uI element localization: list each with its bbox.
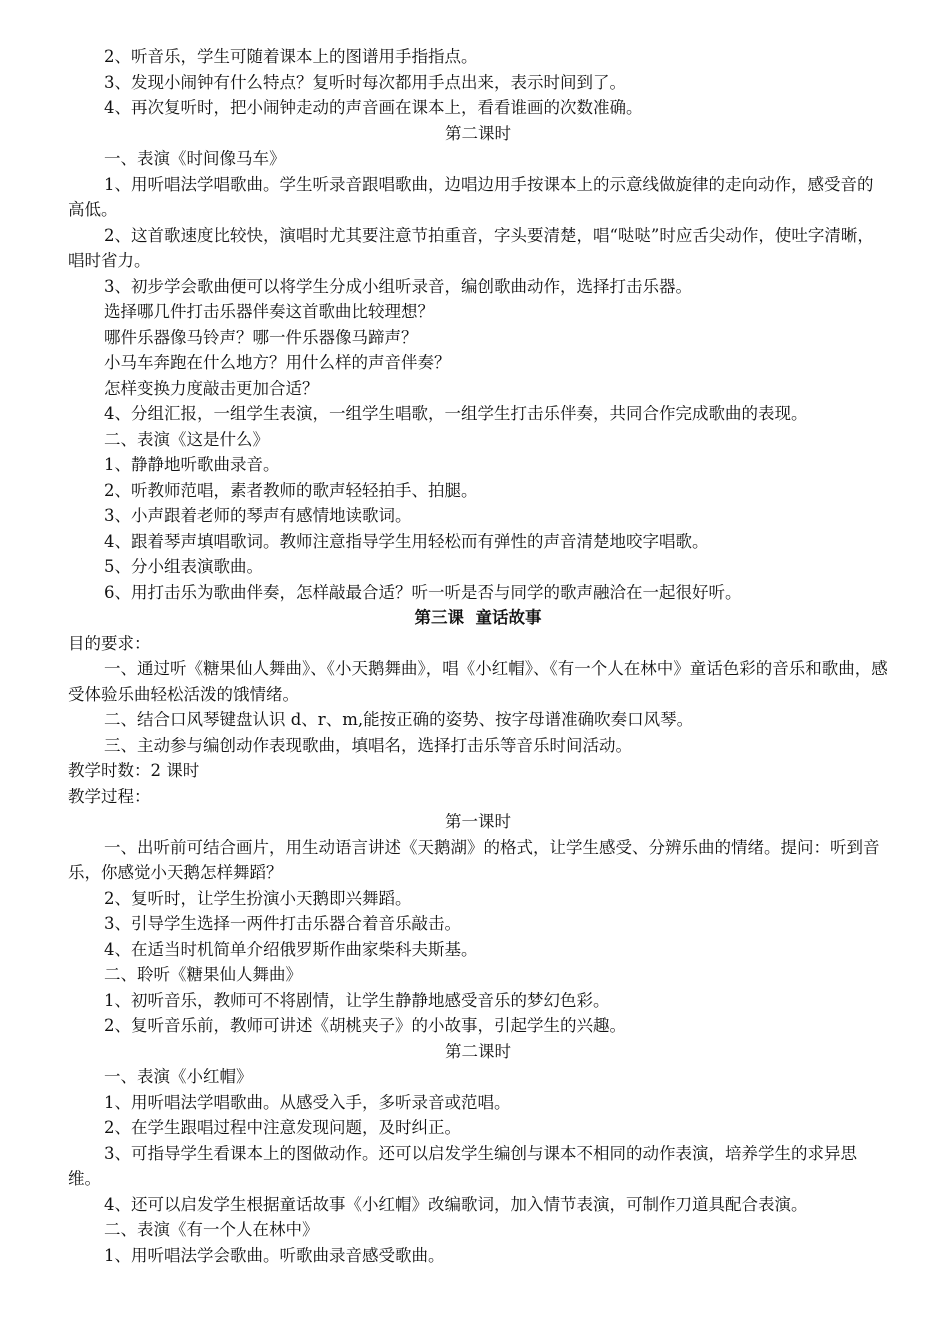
paragraph: 1、初听音乐，教师可不将剧情，让学生静静地感受音乐的梦幻色彩。 (104, 990, 610, 1010)
paragraph: 教学时数：2 课时 (68, 761, 200, 780)
paragraph: 一、表演《小红帽》 (104, 1067, 253, 1086)
paragraph: 2、在学生跟唱过程中注意发现问题，及时纠正。 (104, 1118, 461, 1137)
section-subtitle: 第一课时 (445, 812, 511, 831)
paragraph: 1、用听唱法学会歌曲。听歌曲录音感受歌曲。 (104, 1245, 445, 1265)
paragraph: 2、复听时，让学生扮演小天鹅即兴舞蹈。 (104, 888, 412, 908)
paragraph: 选择哪几件打击乐器伴奏这首歌曲比较理想？ (104, 302, 434, 321)
paragraph: 怎样变换力度敲击更加合适？ (104, 378, 319, 398)
paragraph: 3、可指导学生看课本上的图做动作。还可以启发学生编创与课本不相同的动作表演，培养学生的求异思维。 (68, 1143, 857, 1188)
paragraph: 4、还可以启发学生根据童话故事《小红帽》改编歌词，加入情节表演，可制作刀道具配合表演。 (104, 1194, 808, 1214)
paragraph: 2、听音乐，学生可随着课本上的图谱用手指指点。 (104, 47, 478, 66)
paragraph: 二、表演《有一个人在林中》 (104, 1220, 319, 1239)
paragraph: 三、主动参与编创动作表现歌曲，填唱名，选择打击乐等音乐时间活动。 (104, 735, 632, 755)
document-page (68, 44, 888, 1268)
paragraph: 一、出听前可结合画片，用生动语言讲述《天鹅湖》的格式，让学生感受、分辨乐曲的情绪。提问：听到音乐，你感觉小天鹅怎样舞蹈？ (68, 837, 880, 882)
paragraph: 5、分小组表演歌曲。 (104, 557, 263, 576)
paragraph: 目的要求： (68, 633, 151, 653)
paragraph: 3、发现小闹钟有什么特点？复听时每次都用手点出来，表示时间到了。 (104, 72, 626, 92)
paragraph: 4、分组汇报，一组学生表演，一组学生唱歌，一组学生打击乐伴奏，共同合作完成歌曲的表现。 (104, 404, 808, 423)
paragraph: 哪件乐器像马铃声？哪一件乐器像马蹄声？ (104, 327, 418, 347)
paragraph: 二、结合口风琴键盘认识 d、r、m,能按正确的姿势、按字母谱准确吹奏口风琴。 (104, 710, 694, 729)
paragraph: 1、用听唱法学唱歌曲。学生听录音跟唱歌曲，边唱边用手按课本上的示意线做旋律的走向动作，感受音的高低。 (68, 174, 874, 219)
paragraph: 二、表演《这是什么》 (104, 429, 269, 449)
paragraph: 2、这首歌速度比较快，演唱时尤其要注意节拍重音，字头要清楚，唱“哒哒”时应舌尖动作，使吐字清晰，唱时省力。 (68, 225, 874, 270)
paragraph: 6、用打击乐为歌曲伴奏，怎样敲最合适？听一听是否与同学的歌声融洽在一起很好听。 (104, 582, 742, 602)
section-subtitle: 第二课时 (445, 123, 511, 143)
paragraph: 一、表演《时间像马车》 (104, 149, 286, 168)
paragraph: 二、聆听《糖果仙人舞曲》 (104, 965, 302, 984)
paragraph: 1、用听唱法学唱歌曲。从感受入手，多听录音或范唱。 (104, 1092, 511, 1112)
lesson-heading: 第三课 童话故事 (414, 608, 542, 627)
paragraph: 4、再次复听时，把小闹钟走动的声音画在课本上，看看谁画的次数准确。 (104, 98, 643, 117)
paragraph: 4、在适当时机简单介绍俄罗斯作曲家柴科夫斯基。 (104, 939, 478, 959)
paragraph: 一、通过听《糖果仙人舞曲》、《小天鹅舞曲》，唱《小红帽》、《有一个人在林中》童话色彩的音乐和歌曲，感受体验乐曲轻松活泼的饿情绪。 (68, 659, 888, 704)
paragraph: 2、复听音乐前，教师可讲述《胡桃夹子》的小故事，引起学生的兴趣。 (104, 1016, 626, 1035)
paragraph: 1、静静地听歌曲录音。 (104, 455, 280, 474)
paragraph: 3、引导学生选择一两件打击乐器合着音乐敲击。 (104, 914, 461, 933)
paragraph: 3、初步学会歌曲便可以将学生分成小组听录音，编创歌曲动作，选择打击乐器。 (104, 276, 692, 296)
paragraph: 4、跟着琴声填唱歌词。教师注意指导学生用轻松而有弹性的声音清楚地咬字唱歌。 (104, 531, 709, 551)
paragraph: 2、听教师范唱，素者教师的歌声轻轻拍手、拍腿。 (104, 480, 478, 500)
paragraph: 小马车奔跑在什么地方？用什么样的声音伴奏？ (104, 353, 451, 372)
section-subtitle: 第二课时 (445, 1041, 511, 1061)
paragraph: 3、小声跟着老师的琴声有感情地读歌词。 (104, 506, 412, 525)
paragraph: 教学过程： (68, 786, 151, 806)
